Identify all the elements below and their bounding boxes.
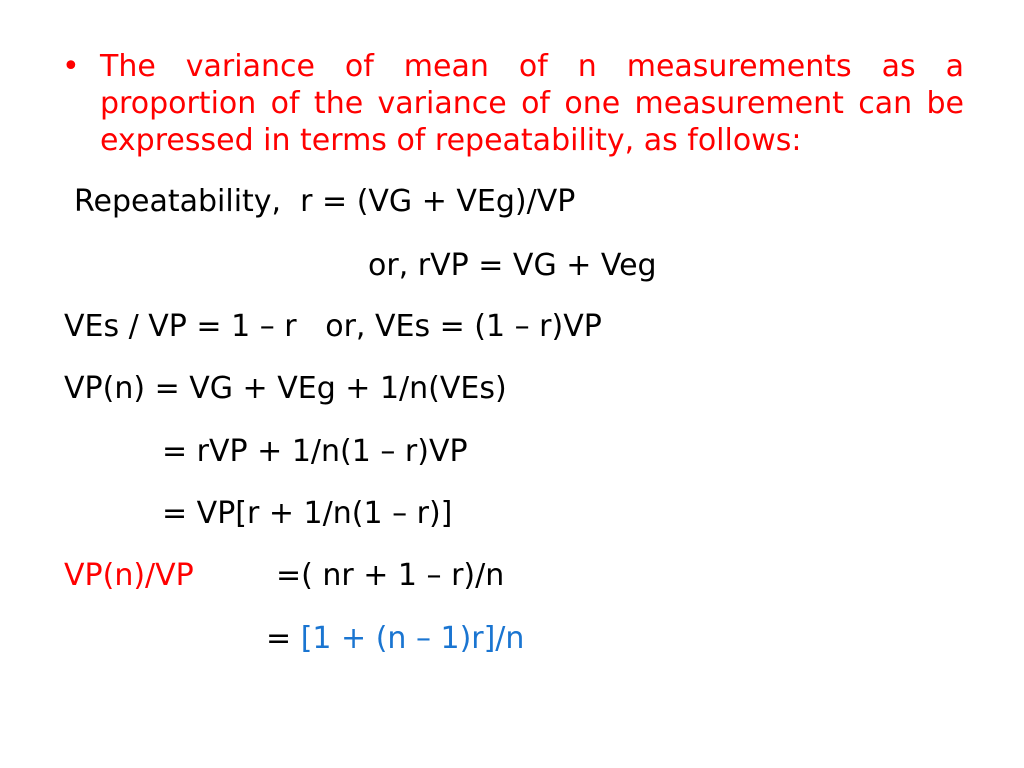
final-equation [266,621,524,657]
final-result: [1 + (n – 1)r]/n [300,621,525,656]
bullet-text: The variance of mean of n measurements as a proportion of the variance of one measurement can be expressed in terms of repeatability, as follows: [100,49,964,158]
bullet-point [62,48,964,159]
vpn-equation: VP(n) = VG + VEg + 1/n(VEs) [64,371,507,406]
ves-equation: VEs / VP = 1 – r or, VEs = (1 – r)VP [64,309,602,344]
final-equals: = [266,621,301,656]
ratio-value: =( nr + 1 – r)/n [276,558,505,593]
rvp-equation: or, rVP = VG + Veg [368,248,657,283]
ratio-label: VP(n)/VP [64,558,194,593]
vpn-step-1: = rVP + 1/n(1 – r)VP [162,434,468,469]
vpn-step-2: = VP[r + 1/n(1 – r)] [162,496,453,531]
repeatability-equation: Repeatability, r = (VG + VEg)/VP [74,184,576,219]
bullet-icon: • [62,49,80,84]
